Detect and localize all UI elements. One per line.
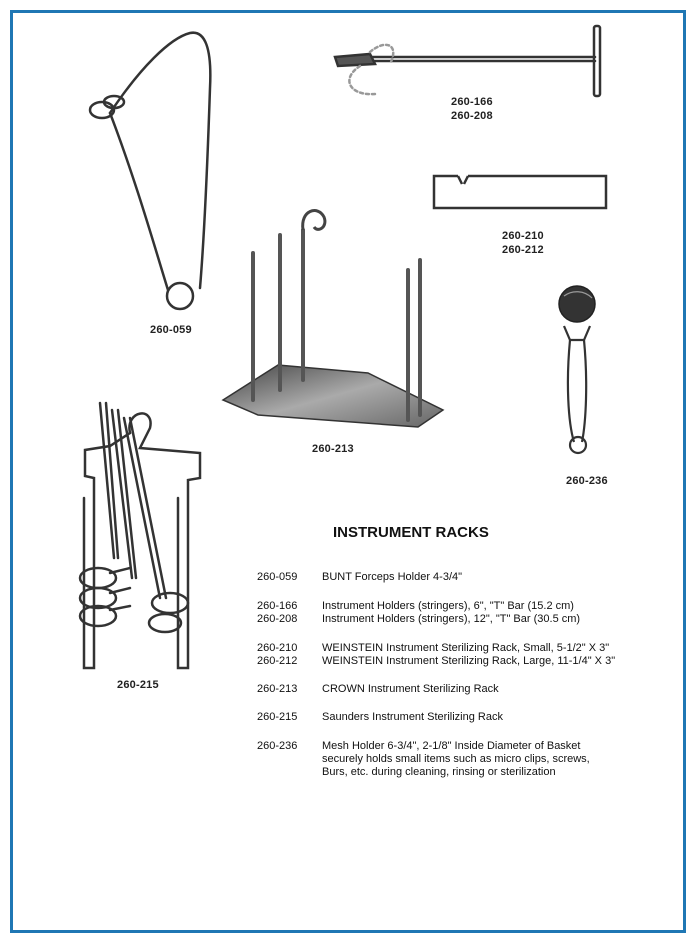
catalog-description: Instrument Holders (stringers), 12", "T" Bar (30.5 cm) xyxy=(322,613,581,625)
catalog-description: CROWN Instrument Sterilizing Rack xyxy=(322,683,499,695)
figure-label-260-208: 260-208 xyxy=(451,110,493,122)
catalog-code: 260-210 xyxy=(257,642,298,654)
catalog-description: WEINSTEIN Instrument Sterilizing Rack, Large, 11-1/4" X 3" xyxy=(322,655,616,667)
catalog-description: BUNT Forceps Holder 4-3/4" xyxy=(322,571,463,583)
catalog-description: securely holds small items such as micro clips, screws, xyxy=(322,753,590,765)
catalog-description: Mesh Holder 6-3/4", 2-1/8" Inside Diameter of Basket xyxy=(322,740,581,752)
catalog-description: Instrument Holders (stringers), 6", "T" Bar (15.2 cm) xyxy=(322,600,574,612)
figure-label-260-059: 260-059 xyxy=(150,324,192,336)
figure-label-260-210: 260-210 xyxy=(502,230,544,242)
catalog-description: Saunders Instrument Sterilizing Rack xyxy=(322,711,503,723)
figure-label-260-212: 260-212 xyxy=(502,244,544,256)
figure-label-260-166: 260-166 xyxy=(451,96,493,108)
catalog-description: Burs, etc. during cleaning, rinsing or sterilization xyxy=(322,766,556,778)
safety-pin-forceps-holder-icon xyxy=(80,28,230,318)
catalog-code: 260-208 xyxy=(257,613,298,625)
catalog-description: WEINSTEIN Instrument Sterilizing Rack, Small, 5-1/2" X 3" xyxy=(322,642,610,654)
catalog-code: 260-215 xyxy=(257,711,298,723)
figure-label-260-215: 260-215 xyxy=(117,679,159,691)
saunders-rack-with-forceps-icon xyxy=(70,398,220,680)
crown-sterilizing-rack-icon xyxy=(218,205,448,435)
page-title: INSTRUMENT RACKS xyxy=(333,524,489,541)
catalog-code: 260-166 xyxy=(257,600,298,612)
t-bar-stringer-icon xyxy=(330,24,610,104)
catalog-code: 260-236 xyxy=(257,740,298,752)
rectangular-wire-rack-icon xyxy=(428,172,612,214)
figure-label-260-213: 260-213 xyxy=(312,443,354,455)
mesh-basket-holder-icon xyxy=(552,282,604,460)
catalog-code: 260-213 xyxy=(257,683,298,695)
catalog-code: 260-212 xyxy=(257,655,298,667)
catalog-code: 260-059 xyxy=(257,571,298,583)
figure-label-260-236: 260-236 xyxy=(566,475,608,487)
